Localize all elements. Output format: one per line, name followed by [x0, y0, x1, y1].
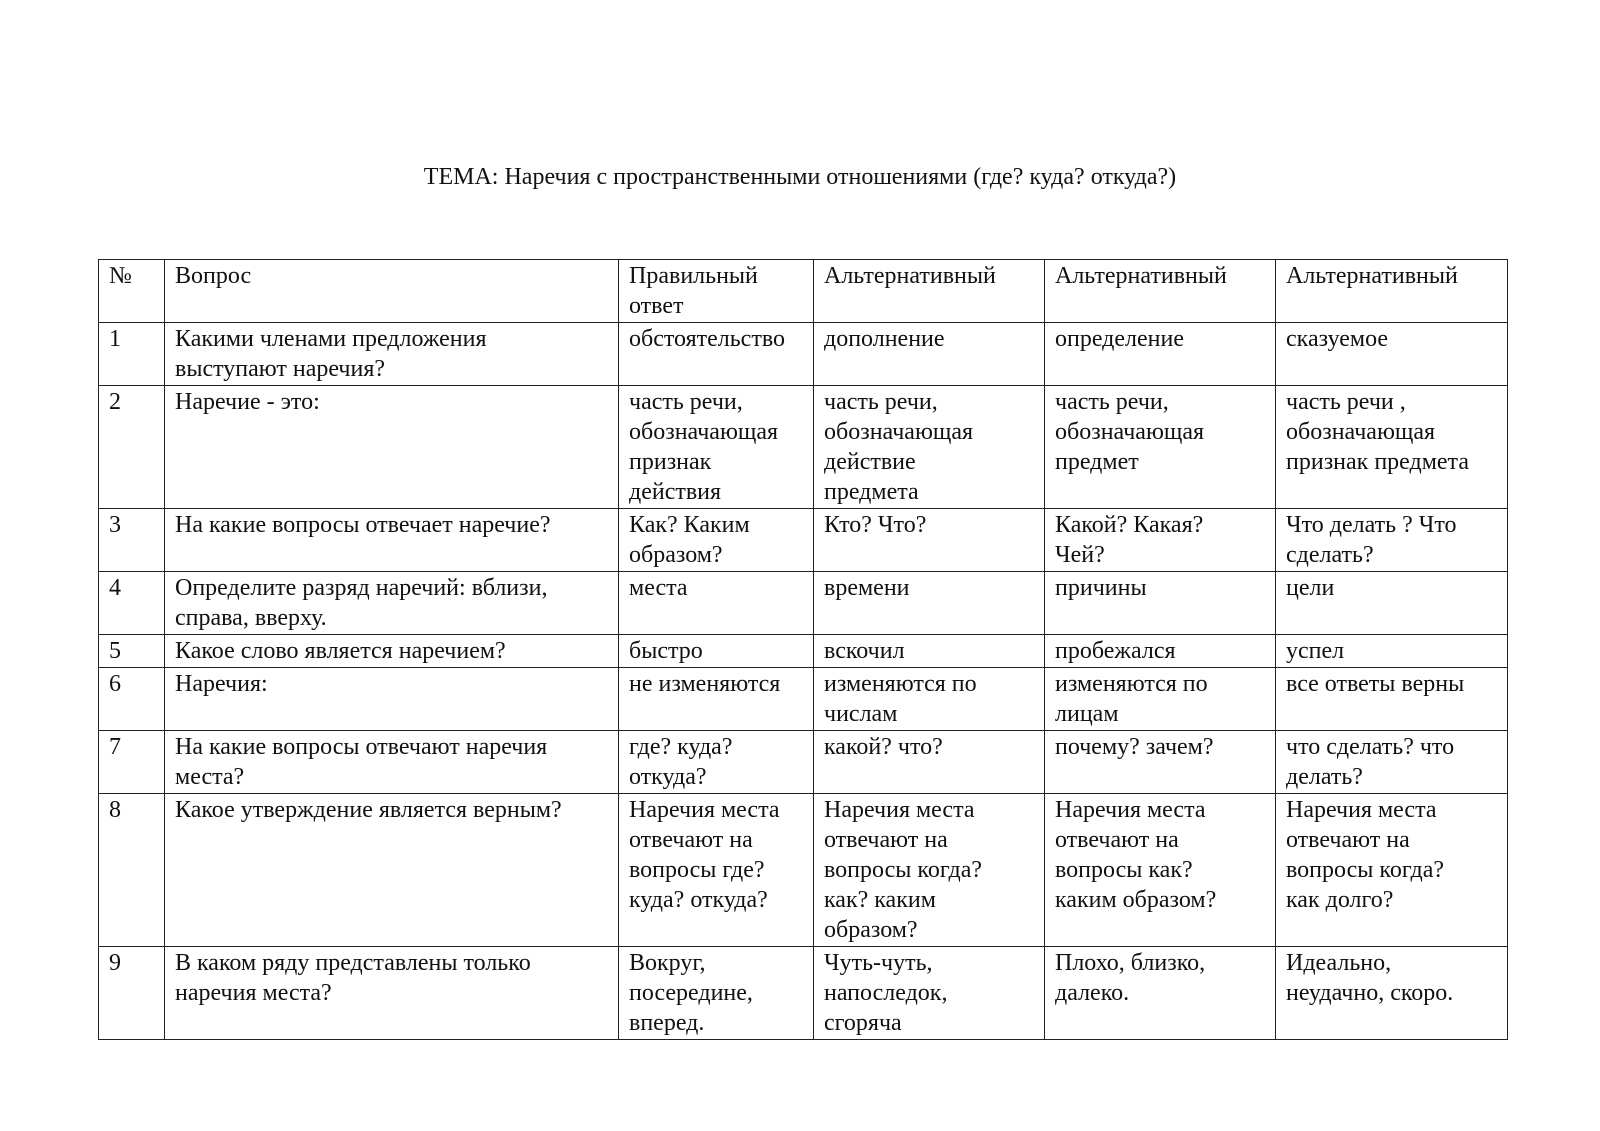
cell-alternative-3: Идеально, неудачно, скоро.	[1276, 947, 1508, 1040]
cell-question: Какими членами предложения выступают наречия?	[165, 323, 619, 386]
table-row	[99, 386, 1508, 509]
cell-question: Какое слово является наречием?	[165, 635, 619, 668]
cell-number: 8	[99, 794, 165, 947]
cell-number: 4	[99, 572, 165, 635]
cell-alternative-3: цели	[1276, 572, 1508, 635]
cell-alternative-1: Кто? Что?	[814, 509, 1045, 572]
header-alternative-2: Альтернативный	[1045, 260, 1276, 323]
table-row	[99, 794, 1508, 947]
cell-number: 3	[99, 509, 165, 572]
header-question: Вопрос	[165, 260, 619, 323]
cell-alternative-1: часть речи, обозначающая действие предмета	[814, 386, 1045, 509]
cell-number: 9	[99, 947, 165, 1040]
cell-question: В каком ряду представлены только наречия места?	[165, 947, 619, 1040]
table-row	[99, 947, 1508, 1040]
cell-alternative-3: сказуемое	[1276, 323, 1508, 386]
table-row	[99, 323, 1508, 386]
cell-alternative-3: успел	[1276, 635, 1508, 668]
header-alternative-3: Альтернативный	[1276, 260, 1508, 323]
table-row	[99, 635, 1508, 668]
cell-alternative-1: изменяются по числам	[814, 668, 1045, 731]
cell-alternative-2: Какой? Какая? Чей?	[1045, 509, 1276, 572]
cell-alternative-2: причины	[1045, 572, 1276, 635]
cell-alternative-3: часть речи , обозначающая признак предмета	[1276, 386, 1508, 509]
cell-question: Какое утверждение является верным?	[165, 794, 619, 947]
cell-question: На какие вопросы отвечает наречие?	[165, 509, 619, 572]
cell-correct-answer: не изменяются	[619, 668, 814, 731]
header-number: №	[99, 260, 165, 323]
cell-alternative-3: все ответы верны	[1276, 668, 1508, 731]
cell-question: На какие вопросы отвечают наречия места?	[165, 731, 619, 794]
table-row	[99, 731, 1508, 794]
table-row	[99, 668, 1508, 731]
cell-alternative-1: Чуть-чуть, напоследок, сгоряча	[814, 947, 1045, 1040]
cell-alternative-1: вскочил	[814, 635, 1045, 668]
table-row	[99, 572, 1508, 635]
cell-alternative-2: определение	[1045, 323, 1276, 386]
cell-number: 5	[99, 635, 165, 668]
cell-correct-answer: часть речи, обозначающая признак действия	[619, 386, 814, 509]
cell-correct-answer: обстоятельство	[619, 323, 814, 386]
header-correct-answer: Правильный ответ	[619, 260, 814, 323]
cell-question: Наречие - это:	[165, 386, 619, 509]
cell-number: 2	[99, 386, 165, 509]
quiz-table	[98, 259, 1508, 1040]
cell-alternative-1: времени	[814, 572, 1045, 635]
cell-alternative-1: дополнение	[814, 323, 1045, 386]
cell-question: Определите разряд наречий: вблизи, справа, вверху.	[165, 572, 619, 635]
cell-alternative-2: пробежался	[1045, 635, 1276, 668]
cell-alternative-1: какой? что?	[814, 731, 1045, 794]
table-row	[99, 509, 1508, 572]
cell-alternative-3: Что делать ? Что сделать?	[1276, 509, 1508, 572]
cell-correct-answer: Вокруг, посередине, вперед.	[619, 947, 814, 1040]
cell-alternative-2: изменяются по лицам	[1045, 668, 1276, 731]
cell-number: 7	[99, 731, 165, 794]
cell-alternative-3: что сделать? что делать?	[1276, 731, 1508, 794]
cell-alternative-3: Наречия места отвечают на вопросы когда? как долго?	[1276, 794, 1508, 947]
cell-correct-answer: Наречия места отвечают на вопросы где? куда? откуда?	[619, 794, 814, 947]
cell-alternative-2: часть речи, обозначающая предмет	[1045, 386, 1276, 509]
table-header-row	[99, 260, 1508, 323]
cell-correct-answer: места	[619, 572, 814, 635]
cell-alternative-2: почему? зачем?	[1045, 731, 1276, 794]
cell-correct-answer: Как? Каким образом?	[619, 509, 814, 572]
cell-question: Наречия:	[165, 668, 619, 731]
cell-alternative-2: Плохо, близко, далеко.	[1045, 947, 1276, 1040]
cell-number: 1	[99, 323, 165, 386]
cell-alternative-2: Наречия места отвечают на вопросы как? каким образом?	[1045, 794, 1276, 947]
cell-number: 6	[99, 668, 165, 731]
cell-correct-answer: где? куда? откуда?	[619, 731, 814, 794]
cell-alternative-1: Наречия места отвечают на вопросы когда? как? каким образом?	[814, 794, 1045, 947]
header-alternative-1: Альтернативный	[814, 260, 1045, 323]
cell-correct-answer: быстро	[619, 635, 814, 668]
page-title: ТЕМА: Наречия с пространственными отношениями (где? куда? откуда?)	[423, 164, 1177, 190]
